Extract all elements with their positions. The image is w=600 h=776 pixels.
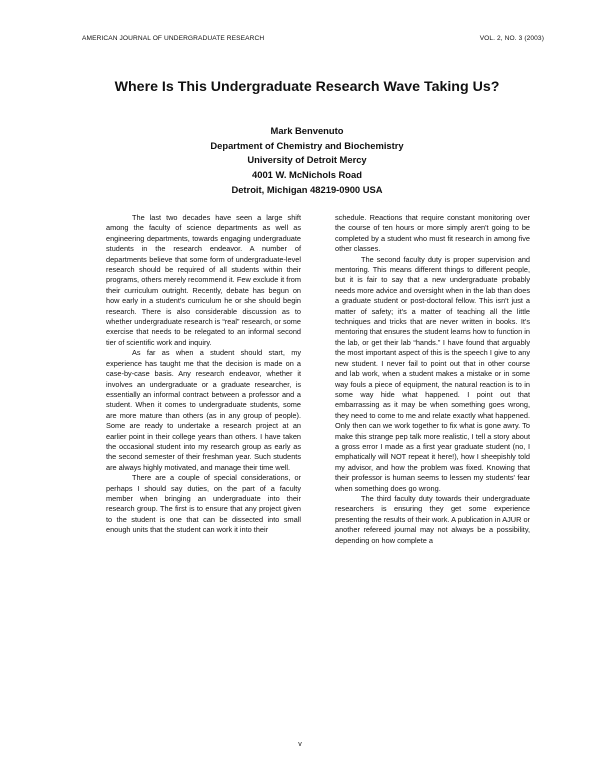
journal-name: AMERICAN JOURNAL OF UNDERGRADUATE RESEARCH: [82, 35, 265, 42]
author-block: [70, 124, 544, 198]
author-department: Department of Chemistry and Biochemistry: [210, 139, 404, 151]
paragraph: There are a couple of special considerations, or perhaps I should say duties, on the part of a faculty member when bringing an undergraduate into their research group. The first is to ensure that any project given to the student is one that can be dissected into small enough units that the student can work it into their: [106, 473, 301, 535]
author-name: Mark Benvenuto: [270, 125, 344, 136]
page-number: v: [298, 741, 302, 748]
left-column: [106, 213, 301, 536]
author-city: Detroit, Michigan 48219-0900 USA: [231, 183, 383, 195]
paragraph: The third faculty duty towards their undergraduate researchers is ensuring they get some experience presenting the results of their work. A publication in AJUR or another refereed journal may not always be a possibility, depending on how complete a: [335, 493, 530, 545]
paragraph: The second faculty duty is proper supervision and mentoring. This means different things to different people, but it is fair to say that a new undergraduate probably needs more advice and oversight when in the lab than does a graduate student or post-doctoral fellow. This isn't just a matter of safety; it's a matter of teaching all the little techniques and tricks that are never written in books. It's mentoring that ensures the student learns how to function in the lab, or get their lab “hands.” I have found that arguably the most important aspect of this is the speech I give to any new student. I never fail to point out that in other course and lab work, when a student makes a mistake or in some way fouls a piece of equipment, the natural reaction is to in some way hide what happened. I point out that embarrassing as it may be when something goes wrong, they need to come to me and relate exactly what happened. Only then can we work together to fix what is gone awry. To make this strange pep talk more realistic, I tell a story about a gross error I made as a first year graduate student (no, I emphatically will NOT repeat it here!), how I sheepishly told my advisor, and how the problem was fixed. Knowing that their professor is human seems to lessen my students' fear when something does go wrong.: [335, 254, 530, 493]
author-institution: University of Detroit Mercy: [247, 154, 367, 166]
right-column: [335, 213, 530, 546]
paragraph: The last two decades have seen a large shift among the faculty of science departments as well as engineering departments, towards engaging undergraduate students in the research endeavor. A number of departments believe that some form of undergraduate-level research should be required of all students within their programs, others merely recommend it. Few exclude it from their curriculum outright. Recently, debate has begun on how early in a student's curriculum he or she should begin research. There is also considerable discussion as to whether undergraduate research is “real” research, or some exercise that needs to be relegated to an informal second tier of scientific work and inquiry.: [106, 213, 301, 347]
article-title: Where Is This Undergraduate Research Wave Taking Us?: [114, 79, 500, 95]
volume-issue: VOL. 2, NO. 3 (2003): [479, 35, 544, 42]
paragraph: As far as when a student should start, my experience has taught me that the decision is made on a case-by-case basis. Any research endeavor, whether it involves an undergraduate or a graduate researcher, is essentially an informal contract between a professor and a student. When it comes to undergraduate students, some are more mature than others (as in any group of people). Some are ready to undertake a research project at an earlier point in their college years than others. I have taken the occasional student into my research group as early as the second semester of their freshman year. Such students are always highly motivated, and manage their time well.: [106, 348, 301, 472]
author-street: 4001 W. McNichols Road: [252, 169, 362, 181]
paragraph-continuation: schedule. Reactions that require constant monitoring over the course of ten hours or more simply aren't going to be completed by a student who must fit research in among five other classes.: [335, 213, 530, 254]
